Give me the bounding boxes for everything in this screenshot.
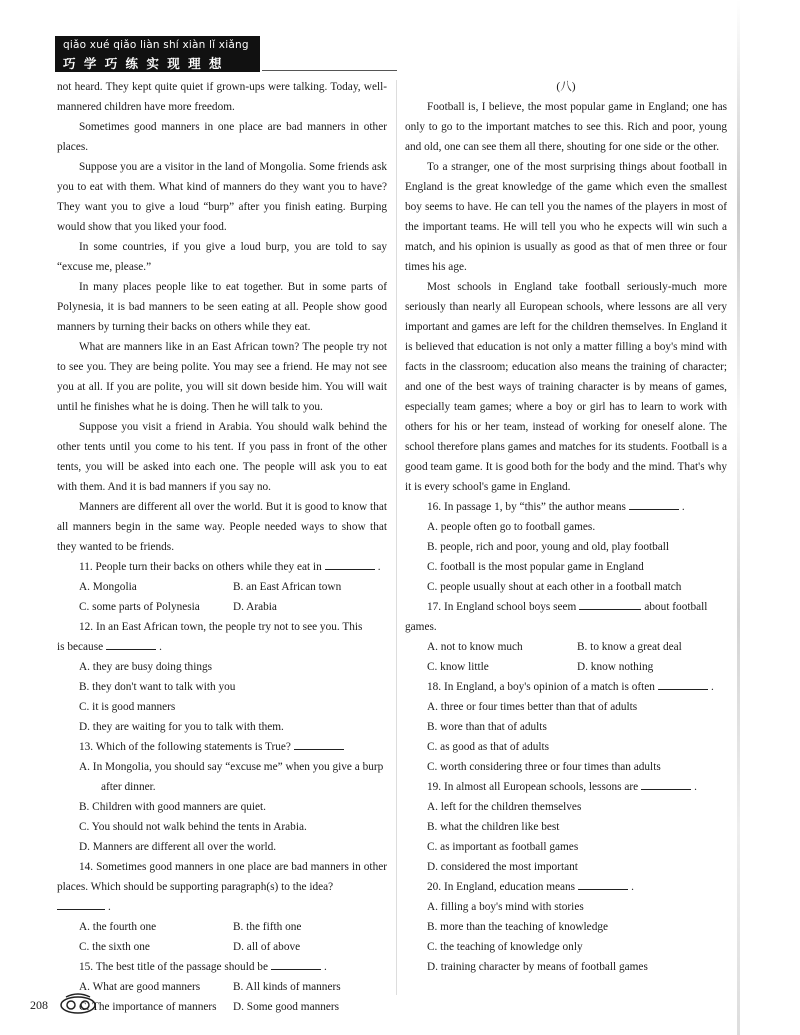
option: A. What are good manners (79, 981, 201, 993)
paragraph: To a stranger, one of the most surprising things about football in England is the great knowledge of the game which even the smallest boy seems to have. He can tell you the names of the players in most of the important teams. He will tell you who he expects will win such a match, and his opinion is usually as good as that of men three or four times his age. (405, 161, 727, 273)
answer-blank (629, 498, 679, 510)
option: C. as important as football games (427, 841, 579, 853)
option: C. people usually shout at each other in a football match (427, 581, 682, 593)
option: C. You should not walk behind the tents in Arabia. (79, 821, 307, 833)
answer-blank (106, 638, 156, 650)
option: D. considered the most important (427, 861, 578, 873)
section-heading: (八) (556, 81, 576, 93)
option: A. In Mongolia, you should say “excuse me” when you give a burp after dinner. (79, 761, 384, 793)
question-stem: 11. People turn their backs on others while they eat in (79, 561, 322, 573)
question-20: 20. In England, education means . (405, 877, 727, 897)
option: A. people often go to football games. (427, 521, 596, 533)
answer-blank (294, 738, 344, 750)
option: A. not to know much (427, 641, 523, 653)
paragraph: Most schools in England take football seriously-much more seriously than nearly all European schools, where lessons are all very important and games are left for the children themselves. In England it is believed that education is not only a matter filling a boy's mind with facts in the classroom; education also means the training of character; and one of the best ways of training character is by means of games, especially team games; where a boy or girl has to learn to work with others for his or her team, instead of working for oneself alone. The school therefore plans games and matches for its students. Football is a good team game. It is good both for the body and the mind. That's why it is every school's game in England. (405, 281, 727, 493)
question-12: 12. In an East African town, the people try not to see you. This (79, 621, 363, 633)
header-chinese: 巧 学 巧 练 实 现 理 想 (63, 56, 224, 71)
option-row (57, 597, 387, 617)
option: B. Children with good manners are quiet. (79, 801, 266, 813)
question-stem: 15. The best title of the passage should be (79, 961, 268, 973)
answer-blank (325, 558, 375, 570)
paragraph: In some countries, if you give a loud burp, you are told to say “excuse me, please.” (57, 241, 387, 273)
option-row (57, 997, 387, 1017)
option: C. worth considering three or four times than adults (427, 761, 661, 773)
option: B. they don't want to talk with you (79, 681, 236, 693)
paragraph: Suppose you visit a friend in Arabia. You should walk behind the other tents until you come to his tent. If you pass in front of the other tents, you will be asked into each one. The people will ask you to eat with them. And it is bad manners if you say no. (57, 421, 387, 493)
publisher-logo-icon (58, 993, 98, 1020)
paragraph: Manners are different all over the world. But it is good to know that all manners begin in the same way. People needed ways to show that they wanted to be friends. (57, 501, 387, 553)
question-14: 14. Sometimes good manners in one place are bad manners in other places. Which should be supporting paragraph(s) to the idea? (57, 861, 387, 893)
option: A. they are busy doing things (79, 661, 213, 673)
option: D. Manners are different all over the world. (79, 841, 277, 853)
option: B. an East African town (233, 581, 342, 593)
question-stem: 13. Which of the following statements is True? (79, 741, 291, 753)
option-row (405, 637, 727, 657)
option-row (57, 937, 387, 957)
option: D. know nothing (577, 661, 654, 673)
option: B. to know a great deal (577, 641, 682, 653)
question-stem: is because (57, 641, 104, 653)
paragraph: In many places people like to eat together. But in some parts of Polynesia, it is bad manners to be seen eating at all. People show good manners by turning their backs on others while they eat. (57, 281, 387, 333)
paragraph: Suppose you are a visitor in the land of Mongolia. Some friends ask you to eat with them. What kind of manners do they want you to have? They want you to give a loud “burp” after you finish eating. Burping would show that you liked your food. (57, 161, 387, 233)
option: A. Mongolia (79, 581, 137, 593)
option: C. it is good manners (79, 701, 176, 713)
option: C. know little (427, 661, 489, 673)
option: D. training character by means of football games (427, 961, 648, 973)
option-row (57, 917, 387, 937)
question-stem: 20. In England, education means (427, 881, 576, 893)
left-column (57, 77, 387, 1017)
option-row (57, 577, 387, 597)
question-stem: 17. In England school boys seem (427, 601, 577, 613)
option: A. the fourth one (79, 921, 157, 933)
paragraph: Football is, I believe, the most popular game in England; one has only to go to the important matches to see this. Rich and poor, young and old, one can see them all there, shouting for one side or the other. (405, 101, 727, 153)
option: A. three or four times better than that of adults (427, 701, 638, 713)
option: C. football is the most popular game in England (427, 561, 644, 573)
question-11: 11. People turn their backs on others while they eat in . (57, 557, 387, 577)
option: A. left for the children themselves (427, 801, 582, 813)
option: B. All kinds of manners (233, 981, 341, 993)
question-stem: 19. In almost all European schools, lessons are (427, 781, 639, 793)
question-stem: about football (644, 601, 708, 613)
paragraph: not heard. They kept quite quiet if grown-ups were talking. Today, well-mannered children have more freedom. (57, 81, 387, 113)
question-13 (57, 737, 387, 757)
option: B. more than the teaching of knowledge (427, 921, 609, 933)
option: B. the fifth one (233, 921, 302, 933)
option: B. what the children like best (427, 821, 560, 833)
question-16: 16. In passage 1, by “this” the author means . (405, 497, 727, 517)
answer-blank (641, 778, 691, 790)
paragraph: What are manners like in an East African town? The people try not to see you. They are being polite. You may see a friend. He may not see you at all. If you are polite, you will sit down beside him. You will wait until he finishes what he is doing. Then he will talk to you. (57, 341, 387, 413)
option: C. the teaching of knowledge only (427, 941, 583, 953)
question-17 (405, 597, 727, 617)
question-stem-cont: games. (405, 621, 437, 633)
column-divider (396, 80, 397, 995)
option-row (57, 977, 387, 997)
question-19: 19. In almost all European schools, lessons are . (405, 777, 727, 797)
option: D. all of above (233, 941, 301, 953)
header-rule (262, 70, 397, 71)
option-row (405, 657, 727, 677)
paragraph: Sometimes good manners in one place are bad manners in other places. (57, 121, 387, 153)
question-18: 18. In England, a boy's opinion of a match is often . (405, 677, 727, 697)
header-pinyin: qiǎo xué qiǎo liàn shí xiàn lǐ xiǎng (63, 39, 249, 51)
question-stem: 18. In England, a boy's opinion of a match is often (427, 681, 655, 693)
option: D. Some good manners (233, 1001, 340, 1013)
page-number: 208 (30, 998, 48, 1012)
answer-blank (658, 678, 708, 690)
answer-blank (579, 598, 641, 610)
option: C. the sixth one (79, 941, 150, 953)
question-stem: 16. In passage 1, by “this” the author means (427, 501, 626, 513)
header-banner (55, 36, 260, 72)
answer-blank (57, 898, 105, 910)
option: C. some parts of Polynesia (79, 601, 200, 613)
option: B. people, rich and poor, young and old, play football (427, 541, 670, 553)
option: C. The importance of manners (79, 1001, 217, 1013)
option: A. filling a boy's mind with stories (427, 901, 584, 913)
option: D. they are waiting for you to talk with them. (79, 721, 284, 733)
option: D. Arabia (233, 601, 277, 613)
option: B. wore than that of adults (427, 721, 547, 733)
question-15: 15. The best title of the passage should be . (57, 957, 387, 977)
right-column (405, 77, 727, 977)
option: C. as good as that of adults (427, 741, 550, 753)
question-stem-cont: . (57, 897, 387, 917)
answer-blank (271, 958, 321, 970)
answer-blank (578, 878, 628, 890)
scan-edge (737, 0, 740, 1035)
question-stem-cont: is because . (57, 637, 387, 657)
